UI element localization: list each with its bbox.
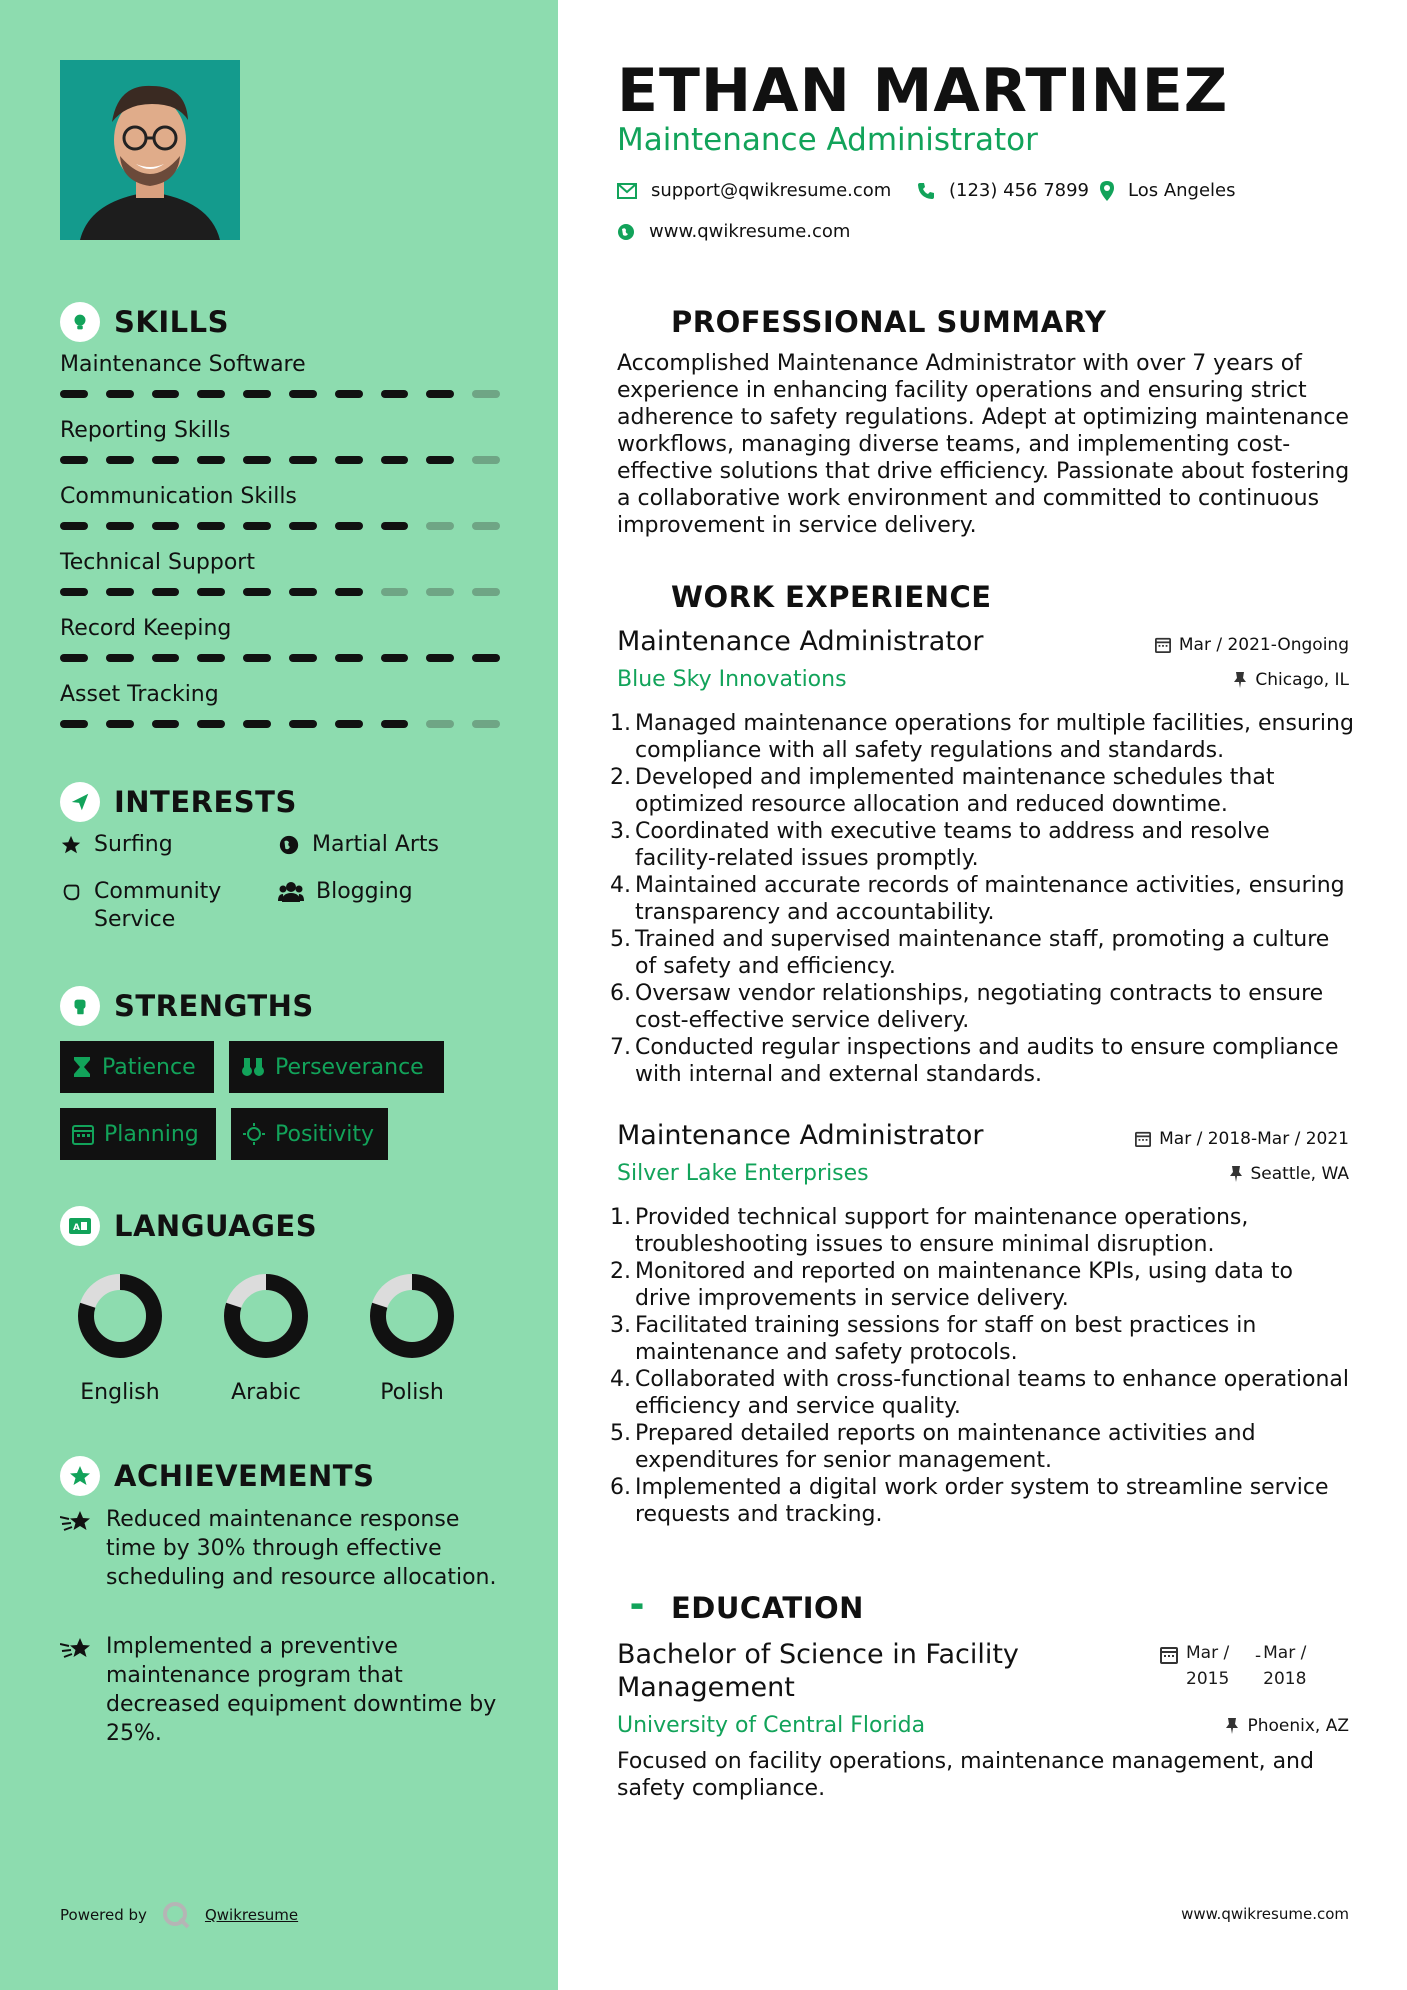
strength-tag bbox=[60, 1041, 214, 1093]
education-location-text: Phoenix, AZ bbox=[1247, 1716, 1349, 1736]
hourglass-icon bbox=[72, 1056, 92, 1078]
job-location-text: Chicago, IL bbox=[1255, 670, 1349, 690]
globe-icon bbox=[617, 223, 635, 241]
skill-level-dash bbox=[152, 390, 180, 398]
profile-photo bbox=[60, 60, 240, 240]
degree-title: Bachelor of Science in Facility Management bbox=[617, 1639, 1019, 1703]
skill-level-dash bbox=[335, 522, 363, 530]
skill-level-dash bbox=[289, 522, 317, 530]
skill-level-dash bbox=[472, 588, 500, 596]
skill-level-dash bbox=[197, 522, 225, 530]
job-bullet: 4. Collaborated with cross-functional teams to enhance operational efficiency and service quality. bbox=[610, 1366, 1355, 1420]
skill-level-dash bbox=[426, 390, 454, 398]
powered-by bbox=[60, 1900, 298, 1930]
education-title: EDUCATION bbox=[671, 1591, 864, 1625]
skill-level-dash bbox=[243, 588, 271, 596]
language-icon bbox=[60, 1206, 100, 1246]
skill-level-dash bbox=[243, 720, 271, 728]
job-bullet-text: Oversaw vendor relationships, negotiating contracts to ensure cost-effective service delivery. bbox=[635, 981, 1324, 1033]
person-portrait-icon bbox=[60, 60, 240, 240]
skill-level-dash bbox=[381, 720, 409, 728]
contact-phone bbox=[917, 180, 1089, 201]
interest-item bbox=[60, 878, 260, 934]
briefcase-icon bbox=[617, 577, 657, 617]
job-bullet-text: Managed maintenance operations for multiple facilities, ensuring compliance with all safety regulations and standards. bbox=[635, 711, 1354, 763]
strengths-heading bbox=[60, 986, 314, 1026]
hand-icon bbox=[60, 881, 82, 903]
skill-level-dash bbox=[152, 588, 180, 596]
education-date-separator: - bbox=[1255, 1646, 1262, 1666]
languages-title: LANGUAGES bbox=[114, 1209, 318, 1243]
experience-title: WORK EXPERIENCE bbox=[671, 580, 992, 614]
phone-text: (123) 456 7899 bbox=[949, 180, 1090, 201]
skill-level-dash bbox=[472, 654, 500, 662]
award-star-icon bbox=[60, 1456, 100, 1496]
skill-level-dash bbox=[472, 390, 500, 398]
job-bullet: 1. Provided technical support for maintenance operations, troubleshooting issues to ensure minimal disruption. bbox=[610, 1204, 1355, 1258]
skill-item bbox=[60, 548, 500, 596]
skill-level-dash bbox=[426, 720, 454, 728]
skill-level-dash bbox=[243, 654, 271, 662]
skill-level-dash bbox=[335, 456, 363, 464]
skill-level-dash bbox=[60, 456, 88, 464]
language-name: Arabic bbox=[231, 1380, 301, 1405]
globe-icon bbox=[278, 834, 300, 856]
svg-text:A: A bbox=[73, 1223, 80, 1233]
skill-level-dash bbox=[106, 522, 134, 530]
achievements-heading bbox=[60, 1456, 374, 1496]
skill-level-bar bbox=[60, 456, 500, 464]
binoculars-icon bbox=[241, 1056, 265, 1078]
location-text: Los Angeles bbox=[1128, 180, 1236, 201]
contact-location bbox=[1100, 180, 1236, 201]
strength-label: Positivity bbox=[275, 1121, 375, 1147]
job-bullet-text: Coordinated with executive teams to address and resolve facility-related issues promptly. bbox=[635, 819, 1270, 871]
strengths-title: STRENGTHS bbox=[114, 989, 314, 1023]
skill-level-dash bbox=[152, 522, 180, 530]
skill-level-dash bbox=[152, 456, 180, 464]
job-bullet-text: Prepared detailed reports on maintenance activities and expenditures for senior management. bbox=[635, 1421, 1256, 1473]
skill-level-dash bbox=[472, 456, 500, 464]
skill-level-dash bbox=[426, 522, 454, 530]
language-item bbox=[211, 1268, 321, 1405]
job-company: Blue Sky Innovations bbox=[617, 667, 847, 692]
job-location bbox=[1233, 670, 1349, 690]
skill-level-dash bbox=[106, 588, 134, 596]
skill-level-dash bbox=[381, 522, 409, 530]
interest-label: Community Service bbox=[94, 879, 222, 932]
job-bullet-text: Facilitated training sessions for staff on best practices in maintenance and safety protocols. bbox=[635, 1313, 1257, 1365]
candidate-role: Maintenance Administrator bbox=[617, 122, 1038, 158]
skill-item bbox=[60, 680, 500, 728]
candidate-name: ETHAN MARTINEZ bbox=[617, 56, 1229, 126]
skill-level-dash bbox=[197, 588, 225, 596]
contact-website bbox=[617, 221, 850, 242]
interests-title: INTERESTS bbox=[114, 785, 297, 819]
skill-level-dash bbox=[106, 390, 134, 398]
job-bullet: 5. Trained and supervised maintenance staff, promoting a culture of safety and efficiency. bbox=[610, 926, 1355, 980]
strength-label: Perseverance bbox=[275, 1054, 424, 1080]
job-bullet-text: Provided technical support for maintenance operations, troubleshooting issues to ensure minimal disruption. bbox=[635, 1205, 1249, 1257]
strength-tag bbox=[229, 1041, 444, 1093]
skill-level-dash bbox=[335, 654, 363, 662]
interest-item bbox=[60, 831, 173, 859]
skill-level-dash bbox=[60, 390, 88, 398]
skill-level-dash bbox=[381, 456, 409, 464]
strength-tag bbox=[60, 1108, 216, 1160]
job-bullet-text: Implemented a digital work order system to streamline service requests and tracking. bbox=[635, 1475, 1329, 1527]
summary-title: PROFESSIONAL SUMMARY bbox=[671, 305, 1107, 339]
phone-icon bbox=[917, 182, 935, 200]
skill-level-dash bbox=[426, 588, 454, 596]
languages-heading bbox=[60, 1206, 317, 1246]
strength-tag bbox=[231, 1108, 388, 1160]
skill-level-dash bbox=[243, 390, 271, 398]
fist-icon bbox=[60, 986, 100, 1026]
job-bullet-text: Conducted regular inspections and audits to ensure compliance with internal and external standards. bbox=[635, 1035, 1339, 1087]
job-bullet: 5. Prepared detailed reports on maintenance activities and expenditures for senior management. bbox=[610, 1420, 1355, 1474]
education-start: Mar / 2015 bbox=[1186, 1643, 1230, 1689]
users-icon bbox=[278, 881, 304, 903]
skill-level-dash bbox=[197, 390, 225, 398]
email-text[interactable]: support@qwikresume.com bbox=[651, 180, 892, 201]
skill-level-dash bbox=[197, 720, 225, 728]
skill-level-dash bbox=[106, 720, 134, 728]
skill-level-dash bbox=[60, 654, 88, 662]
skill-item bbox=[60, 350, 500, 398]
job-dates-text: Mar / 2021-Ongoing bbox=[1178, 635, 1349, 655]
calendar-icon bbox=[72, 1123, 94, 1145]
pushpin-icon bbox=[1225, 1717, 1239, 1735]
contact-email bbox=[617, 180, 891, 201]
skill-name: Maintenance Software bbox=[60, 352, 306, 377]
job-company: Silver Lake Enterprises bbox=[617, 1161, 869, 1186]
skill-level-dash bbox=[289, 720, 317, 728]
skill-level-dash bbox=[289, 390, 317, 398]
website-text[interactable]: www.qwikresume.com bbox=[649, 221, 851, 242]
summary-text: Accomplished Maintenance Administrator with over 7 years of experience in enhancing facility operations and ensuring strict adherence to safety regulations. Adept at optimizing maintenance workflows, managing diverse teams, and implementing cost-effective solutions that drive efficiency. Passionate about fostering a collaborative work environment and committed to continuous improvement in service delivery. bbox=[617, 351, 1350, 538]
skill-level-dash bbox=[289, 654, 317, 662]
interest-item bbox=[278, 831, 439, 859]
interests-heading bbox=[60, 782, 297, 822]
skill-level-dash bbox=[60, 522, 88, 530]
summary-heading bbox=[617, 302, 1106, 342]
skill-item bbox=[60, 482, 500, 530]
footer-url[interactable]: www.qwikresume.com bbox=[1181, 1905, 1349, 1923]
skill-level-dash bbox=[381, 588, 409, 596]
job-bullet-text: Maintained accurate records of maintenance activities, ensuring transparency and accountability. bbox=[635, 873, 1345, 925]
skill-level-dash bbox=[243, 456, 271, 464]
skill-level-dash bbox=[243, 522, 271, 530]
calendar-icon bbox=[1135, 1131, 1151, 1147]
skill-level-dash bbox=[381, 654, 409, 662]
job-title: Maintenance Administrator bbox=[617, 1120, 984, 1151]
skill-level-dash bbox=[335, 390, 363, 398]
language-name: English bbox=[80, 1380, 160, 1405]
job-bullets bbox=[610, 1204, 1355, 1528]
skill-level-bar bbox=[60, 588, 500, 596]
skill-level-dash bbox=[381, 390, 409, 398]
lightbulb-icon bbox=[60, 302, 100, 342]
skill-level-dash bbox=[197, 654, 225, 662]
calendar-icon bbox=[1160, 1646, 1178, 1664]
job-bullets bbox=[610, 710, 1355, 1088]
skill-name: Technical Support bbox=[60, 550, 255, 575]
interest-label: Martial Arts bbox=[312, 832, 440, 857]
sun-icon bbox=[243, 1123, 265, 1145]
skill-level-dash bbox=[289, 456, 317, 464]
job-bullet: 1. Managed maintenance operations for multiple facilities, ensuring compliance with all safety regulations and standards. bbox=[610, 711, 1354, 763]
job-bullet: 2. Developed and implemented maintenance schedules that optimized resource allocation and reduced downtime. bbox=[610, 764, 1355, 818]
skill-level-bar bbox=[60, 390, 500, 398]
job-bullet: 3. Facilitated training sessions for staff on best practices in maintenance and safety protocols. bbox=[610, 1312, 1355, 1366]
skill-level-dash bbox=[106, 456, 134, 464]
achievement-item bbox=[60, 1632, 500, 1748]
job-location bbox=[1229, 1164, 1350, 1184]
skill-name: Asset Tracking bbox=[60, 682, 219, 707]
skill-item bbox=[60, 416, 500, 464]
skills-title: SKILLS bbox=[114, 305, 229, 339]
skill-name: Communication Skills bbox=[60, 484, 297, 509]
job-dates-text: Mar / 2018-Mar / 2021 bbox=[1159, 1129, 1349, 1149]
skill-name: Reporting Skills bbox=[60, 418, 231, 443]
job-dates bbox=[1135, 1129, 1349, 1149]
user-icon bbox=[617, 302, 657, 342]
education-heading bbox=[617, 1588, 864, 1628]
map-pin-icon bbox=[1100, 181, 1114, 201]
skill-level-dash bbox=[426, 456, 454, 464]
strength-label: Planning bbox=[104, 1121, 199, 1147]
interest-label: Surfing bbox=[94, 832, 173, 857]
language-proficiency-ring bbox=[72, 1268, 168, 1364]
interest-item bbox=[278, 878, 413, 906]
language-proficiency-ring bbox=[218, 1268, 314, 1364]
graduation-icon bbox=[617, 1588, 657, 1628]
calendar-icon bbox=[1155, 637, 1171, 653]
job-bullet-text: Collaborated with cross-functional teams to enhance operational efficiency and service quality. bbox=[635, 1367, 1350, 1419]
job-bullet: 2. Monitored and reported on maintenance KPIs, using data to drive improvements in service delivery. bbox=[610, 1258, 1355, 1312]
job-bullet-text: Monitored and reported on maintenance KPIs, using data to drive improvements in service delivery. bbox=[635, 1259, 1293, 1311]
achievements-title: ACHIEVEMENTS bbox=[114, 1459, 375, 1493]
language-proficiency-ring bbox=[364, 1268, 460, 1364]
shooting-star-icon bbox=[60, 1509, 94, 1533]
job-bullet: 3. Coordinated with executive teams to address and resolve facility-related issues promptly. bbox=[610, 818, 1355, 872]
skill-level-dash bbox=[426, 654, 454, 662]
job-dates bbox=[1155, 635, 1349, 655]
paper-plane-icon bbox=[60, 782, 100, 822]
skill-level-dash bbox=[197, 456, 225, 464]
interest-label: Blogging bbox=[316, 879, 413, 904]
qwikresume-logo-icon bbox=[161, 1900, 191, 1930]
star-icon bbox=[60, 834, 82, 856]
language-item bbox=[357, 1268, 467, 1405]
education-end: Mar / 2018 bbox=[1263, 1643, 1307, 1689]
language-item bbox=[65, 1268, 175, 1405]
powered-by-label: Powered by bbox=[60, 1906, 147, 1924]
skill-level-dash bbox=[335, 588, 363, 596]
shooting-star-icon bbox=[60, 1636, 94, 1660]
education-dates bbox=[1160, 1640, 1318, 1692]
skill-level-dash bbox=[152, 720, 180, 728]
skill-level-dash bbox=[289, 588, 317, 596]
education-description: Focused on facility operations, maintenance management, and safety compliance. bbox=[617, 1749, 1314, 1801]
education-location bbox=[1225, 1716, 1349, 1736]
job-bullet: 6. Implemented a digital work order system to streamline service requests and tracking. bbox=[610, 1474, 1355, 1528]
achievement-text: Implemented a preventive maintenance program that decreased equipment downtime by 25%. bbox=[106, 1634, 497, 1746]
experience-heading bbox=[617, 577, 992, 617]
job-bullet-text: Developed and implemented maintenance schedules that optimized resource allocation and reduced downtime. bbox=[635, 765, 1275, 817]
envelope-icon bbox=[617, 183, 637, 199]
skill-level-dash bbox=[152, 654, 180, 662]
pushpin-icon bbox=[1233, 671, 1247, 689]
sidebar bbox=[0, 0, 558, 1990]
job-title: Maintenance Administrator bbox=[617, 626, 984, 657]
achievement-text: Reduced maintenance response time by 30% through effective scheduling and resource allocation. bbox=[106, 1507, 497, 1590]
qwikresume-link[interactable]: Qwikresume bbox=[204, 1906, 299, 1924]
skill-name: Record Keeping bbox=[60, 616, 232, 641]
school-name: University of Central Florida bbox=[617, 1713, 926, 1738]
job-bullet-text: Trained and supervised maintenance staff, promoting a culture of safety and efficiency. bbox=[635, 927, 1330, 979]
job-bullet: 7. Conducted regular inspections and audits to ensure compliance with internal and external standards. bbox=[610, 1034, 1355, 1088]
pushpin-icon bbox=[1229, 1165, 1243, 1183]
achievement-item bbox=[60, 1505, 500, 1592]
skill-level-dash bbox=[106, 654, 134, 662]
skill-level-bar bbox=[60, 720, 500, 728]
skill-level-dash bbox=[60, 588, 88, 596]
job-location-text: Seattle, WA bbox=[1250, 1164, 1349, 1184]
skill-level-dash bbox=[472, 522, 500, 530]
skill-level-bar bbox=[60, 654, 500, 662]
skill-level-bar bbox=[60, 522, 500, 530]
skill-level-dash bbox=[60, 720, 88, 728]
skill-item bbox=[60, 614, 500, 662]
skills-heading bbox=[60, 302, 229, 342]
job-bullet: 6. Oversaw vendor relationships, negotiating contracts to ensure cost-effective service delivery. bbox=[610, 980, 1355, 1034]
job-bullet: 4. Maintained accurate records of maintenance activities, ensuring transparency and accountability. bbox=[610, 872, 1355, 926]
strength-label: Patience bbox=[102, 1054, 196, 1080]
skill-level-dash bbox=[335, 720, 363, 728]
skill-level-dash bbox=[472, 720, 500, 728]
language-name: Polish bbox=[380, 1380, 444, 1405]
